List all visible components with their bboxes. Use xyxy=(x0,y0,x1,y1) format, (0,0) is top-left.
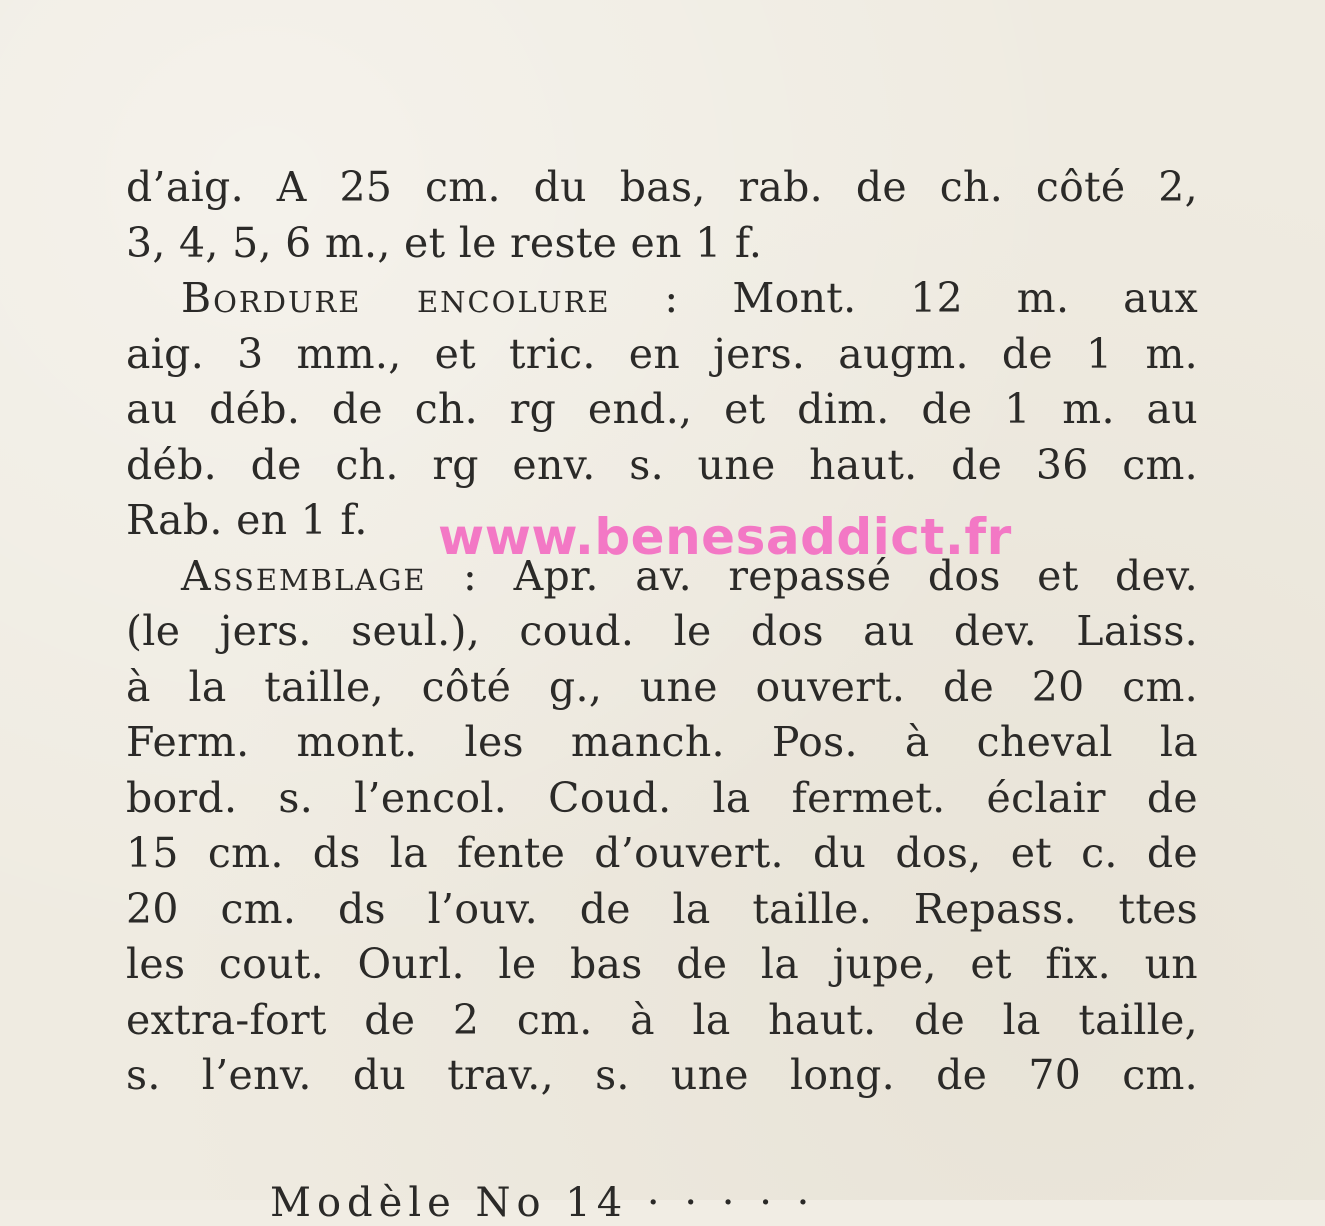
text-line: Ferm. mont. les manch. Pos. à cheval la xyxy=(126,718,1198,766)
paragraph-continuation xyxy=(126,160,1198,271)
text-line: aig. 3 mm., et tric. en jers. augm. de 1 m. xyxy=(126,329,1198,378)
text-line: s. l’env. du trav., s. une long. de 70 cm. xyxy=(126,1051,1198,1099)
text-line: bord. s. l’encol. Coud. la fermet. éclair de xyxy=(126,773,1198,822)
knitting-instructions-text xyxy=(126,160,1198,1104)
cut-off-text: Modèle No 14 · · · · · xyxy=(270,1180,816,1226)
cut-off-next-heading xyxy=(270,1180,1060,1226)
text-line: 15 cm. ds la fente d’ouvert. du dos, et c. de xyxy=(126,829,1198,877)
text-line: déb. de ch. rg env. s. une haut. de 36 cm. xyxy=(126,440,1198,489)
text-line xyxy=(126,271,1198,327)
text-fragment: : Mont. 12 m. aux xyxy=(610,274,1198,322)
paragraph-bordure-encolure xyxy=(126,271,1198,549)
paragraph-assemblage xyxy=(126,549,1198,1104)
text-line: au déb. de ch. rg end., et dim. de 1 m. au xyxy=(126,385,1198,433)
text-line: 20 cm. ds l’ouv. de la taille. Repass. ttes xyxy=(126,884,1198,933)
text-line: à la taille, côté g., une ouvert. de 20 cm. xyxy=(126,662,1198,711)
text-line: Rab. en 1 f. xyxy=(126,496,368,544)
watermark-url: www.benesaddict.fr xyxy=(438,508,1012,566)
section-heading-assemblage: Assemblage xyxy=(181,551,427,600)
section-heading-bordure-encolure: Bordure encolure xyxy=(181,274,611,322)
text-line: les cout. Ourl. le bas de la jupe, et fix. un xyxy=(126,940,1198,988)
text-line: d’aig. A 25 cm. du bas, rab. de ch. côté 2, xyxy=(126,163,1198,211)
text-line: extra-fort de 2 cm. à la haut. de la taille, xyxy=(126,995,1198,1044)
text-fragment: : Apr. av. repassé dos et dev. xyxy=(426,551,1198,600)
text-line: (le jers. seul.), coud. le dos au dev. Laiss. xyxy=(126,607,1198,655)
text-line: 3, 4, 5, 6 m., et le reste en 1 f. xyxy=(126,218,763,267)
